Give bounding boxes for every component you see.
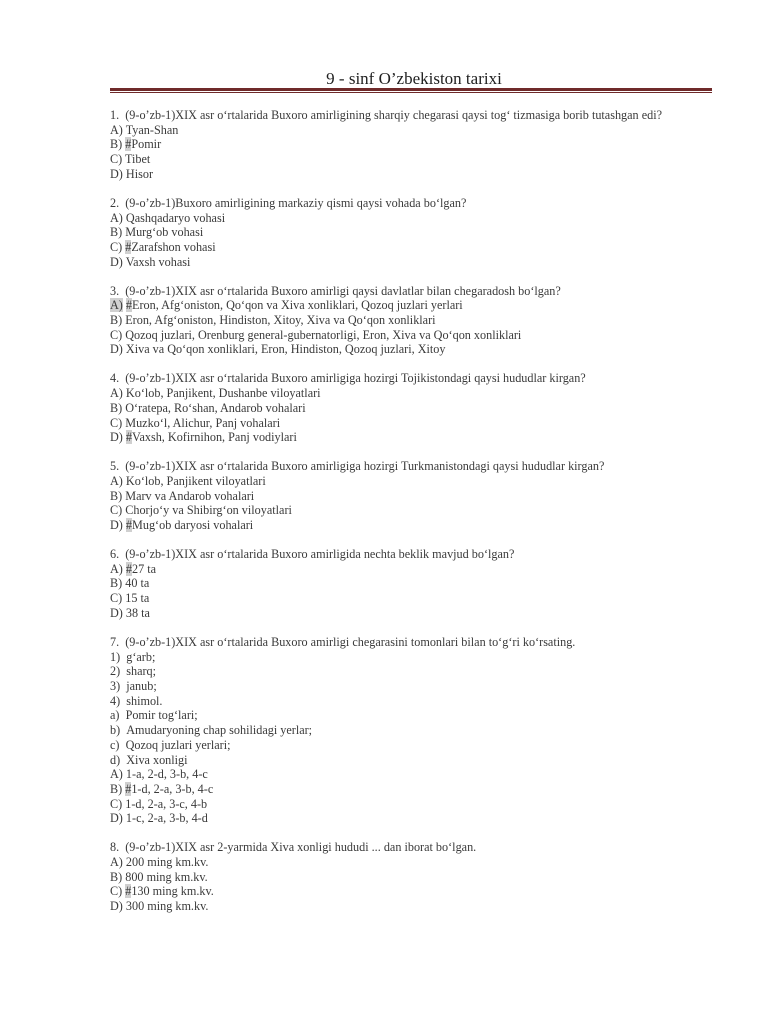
correct-answer-mark: # bbox=[125, 430, 133, 445]
item-label: c) bbox=[110, 737, 120, 752]
title-divider bbox=[110, 88, 712, 95]
answer-option bbox=[110, 255, 710, 270]
option-letter: B) bbox=[110, 313, 123, 328]
question-block bbox=[110, 284, 710, 358]
option-letter: D) bbox=[110, 899, 123, 914]
answer-option bbox=[110, 225, 710, 240]
option-letter: C) bbox=[110, 884, 123, 899]
answer-option bbox=[110, 899, 710, 914]
option-text: 1-d, 2-a, 3-b, 4-c bbox=[131, 781, 214, 796]
question-text bbox=[110, 108, 710, 123]
item-label: d) bbox=[110, 752, 121, 767]
option-text: 200 ming km.kv. bbox=[125, 855, 209, 870]
option-text: 300 ming km.kv. bbox=[125, 899, 209, 914]
item-text: g‘arb; bbox=[126, 649, 156, 664]
option-letter: C) bbox=[110, 503, 123, 518]
option-text: Chorjo‘y va Shibirg‘on viloyatlari bbox=[125, 503, 292, 518]
option-letter: A) bbox=[110, 298, 123, 313]
option-letter: B) bbox=[110, 225, 123, 240]
question-number: 8. bbox=[110, 840, 120, 855]
matching-item bbox=[110, 723, 710, 738]
correct-answer-mark: # bbox=[125, 561, 133, 576]
option-text: Muzko‘l, Alichur, Panj vohalari bbox=[125, 415, 281, 430]
question-prompt: (9-o’zb-1)XIX asr o‘rtalarida Buxoro amirligiga hozirgi Tojikistondagi qaysi hududlar kirgan? bbox=[125, 371, 586, 386]
option-letter: A) bbox=[110, 386, 123, 401]
correct-answer-mark: # bbox=[125, 884, 132, 899]
question-text bbox=[110, 547, 710, 562]
question-prompt: (9-o’zb-1)XIX asr o‘rtalarida Buxoro amirligining sharqiy chegarasi qaysi tog‘ tizmasiga borib tutashgan edi? bbox=[125, 108, 662, 122]
option-text: Zarafshon vohasi bbox=[131, 239, 216, 254]
correct-answer-mark: # bbox=[125, 298, 133, 313]
answer-option bbox=[110, 591, 710, 606]
answer-option bbox=[110, 576, 710, 591]
question-number: 5. bbox=[110, 459, 120, 474]
answer-option bbox=[110, 298, 710, 313]
item-text: sharq; bbox=[126, 664, 157, 679]
question-prompt: (9-o’zb-1)XIX asr 2-yarmida Xiva xonligi hududi ... dan iborat bo‘lgan. bbox=[125, 840, 477, 855]
answer-option bbox=[110, 782, 710, 797]
answer-option bbox=[110, 430, 710, 445]
question-prompt: (9-o’zb-1)XIX asr o‘rtalarida Buxoro amirligida nechta beklik mavjud bo‘lgan? bbox=[125, 547, 515, 562]
option-letter: A) bbox=[110, 855, 123, 870]
option-letter: B) bbox=[110, 869, 123, 884]
question-block bbox=[110, 108, 710, 182]
question-text bbox=[110, 196, 710, 211]
option-text: Tibet bbox=[125, 152, 151, 167]
option-text: Eron, Afg‘oniston, Qo‘qon va Xiva xonliklari, Qozoq juzlari yerlari bbox=[132, 298, 463, 313]
question-number: 6. bbox=[110, 547, 120, 562]
question-number: 4. bbox=[110, 371, 120, 386]
option-text: Qozoq juzlari, Orenburg general-gubernatorligi, Eron, Xiva va Qo‘qon xonliklari bbox=[125, 327, 522, 342]
matching-item bbox=[110, 650, 710, 665]
answer-option bbox=[110, 606, 710, 621]
question-prompt: (9-o’zb-1)XIX asr o‘rtalarida Buxoro amirligi qaysi davlatlar bilan chegaradosh bo‘lgan? bbox=[125, 283, 561, 298]
matching-item bbox=[110, 679, 710, 694]
item-label: 2) bbox=[110, 664, 121, 679]
item-text: janub; bbox=[126, 678, 157, 693]
answer-option bbox=[110, 328, 710, 343]
answer-option bbox=[110, 167, 710, 182]
option-letter: D) bbox=[110, 254, 123, 269]
option-letter: C) bbox=[110, 415, 123, 430]
option-text: 27 ta bbox=[132, 561, 157, 576]
answer-option bbox=[110, 211, 710, 226]
option-letter: D) bbox=[110, 430, 123, 445]
question-prompt: (9-o’zb-1)XIX asr o‘rtalarida Buxoro amirligi chegarasini tomonlari bilan to‘g‘ri ko‘rsating. bbox=[125, 634, 576, 649]
option-letter: A) bbox=[110, 122, 123, 137]
answer-option bbox=[110, 313, 710, 328]
answer-option bbox=[110, 123, 710, 138]
page-title: 9 - sinf O’zbekiston tarixi bbox=[326, 69, 502, 88]
option-text: Murg‘ob vohasi bbox=[125, 225, 204, 240]
option-text: Mug‘ob daryosi vohalari bbox=[132, 518, 254, 533]
option-letter: C) bbox=[110, 591, 123, 606]
option-letter: B) bbox=[110, 781, 123, 796]
question-block bbox=[110, 547, 710, 621]
option-letter: C) bbox=[110, 796, 123, 811]
question-block bbox=[110, 371, 710, 445]
item-label: b) bbox=[110, 723, 121, 738]
answer-option bbox=[110, 503, 710, 518]
item-label: 1) bbox=[110, 649, 121, 664]
option-letter: C) bbox=[110, 239, 123, 254]
option-text: Hisor bbox=[125, 166, 154, 181]
question-number: 1. bbox=[110, 108, 120, 122]
option-text: 1-c, 2-a, 3-b, 4-d bbox=[125, 811, 208, 826]
answer-option bbox=[110, 152, 710, 167]
question-text bbox=[110, 284, 710, 299]
correct-answer-mark: # bbox=[125, 239, 132, 254]
answer-option bbox=[110, 386, 710, 401]
answer-option bbox=[110, 884, 710, 899]
answer-option bbox=[110, 137, 710, 152]
answer-option bbox=[110, 474, 710, 489]
option-text: 1-d, 2-a, 3-c, 4-b bbox=[125, 796, 208, 811]
option-text: Ko‘lob, Panjikent viloyatlari bbox=[125, 473, 266, 488]
question-number: 7. bbox=[110, 634, 120, 649]
option-text: 800 ming km.kv. bbox=[125, 869, 208, 884]
option-text: 1-a, 2-d, 3-b, 4-c bbox=[125, 767, 208, 782]
item-text: Pomir tog‘lari; bbox=[125, 708, 198, 723]
question-block bbox=[110, 840, 710, 914]
matching-item bbox=[110, 664, 710, 679]
answer-option bbox=[110, 416, 710, 431]
answer-option bbox=[110, 562, 710, 577]
option-text: Pomir bbox=[131, 137, 162, 152]
question-block bbox=[110, 635, 710, 826]
answer-option bbox=[110, 342, 710, 357]
option-text: 15 ta bbox=[125, 591, 150, 606]
question-text bbox=[110, 459, 710, 474]
item-text: Qozoq juzlari yerlari; bbox=[125, 737, 231, 752]
answer-option bbox=[110, 797, 710, 812]
option-letter: A) bbox=[110, 473, 123, 488]
option-text: Xiva va Qo‘qon xonliklari, Eron, Hindiston, Qozoq juzlari, Xitoy bbox=[125, 342, 446, 357]
question-prompt: (9-o’zb-1)Buxoro amirligining markaziy qismi qaysi vohada bo‘lgan? bbox=[125, 195, 467, 210]
option-text: Qashqadaryo vohasi bbox=[125, 210, 226, 225]
question-block bbox=[110, 459, 710, 533]
item-text: Amudaryoning chap sohilidagi yerlar; bbox=[126, 723, 313, 738]
question-text bbox=[110, 635, 710, 650]
question-text bbox=[110, 371, 710, 386]
item-label: 4) bbox=[110, 693, 121, 708]
option-text: 38 ta bbox=[125, 605, 150, 620]
option-letter: D) bbox=[110, 342, 123, 357]
question-block bbox=[110, 196, 710, 270]
question-text bbox=[110, 840, 710, 855]
answer-option bbox=[110, 811, 710, 826]
answer-option bbox=[110, 767, 710, 782]
item-text: Xiva xonligi bbox=[126, 752, 188, 767]
matching-item bbox=[110, 694, 710, 709]
matching-item bbox=[110, 708, 710, 723]
option-letter: C) bbox=[110, 152, 123, 167]
option-text: Eron, Afg‘oniston, Hindiston, Xitoy, Xiva va Qo‘qon xonliklari bbox=[125, 313, 436, 328]
answer-option bbox=[110, 401, 710, 416]
option-letter: D) bbox=[110, 811, 123, 826]
option-text: Ko‘lob, Panjikent, Dushanbe viloyatlari bbox=[125, 386, 321, 401]
option-letter: D) bbox=[110, 605, 123, 620]
correct-answer-mark: # bbox=[125, 137, 132, 152]
option-text: O‘ratepa, Ro‘shan, Andarob vohalari bbox=[125, 400, 306, 415]
matching-item bbox=[110, 738, 710, 753]
option-text: 130 ming km.kv. bbox=[131, 884, 214, 899]
option-letter: B) bbox=[110, 137, 123, 152]
answer-option bbox=[110, 489, 710, 504]
question-number: 2. bbox=[110, 195, 120, 210]
answer-option bbox=[110, 855, 710, 870]
option-letter: A) bbox=[110, 210, 123, 225]
option-letter: A) bbox=[110, 561, 123, 576]
option-letter: B) bbox=[110, 400, 123, 415]
option-text: Vaxsh, Kofirnihon, Panj vodiylari bbox=[132, 430, 297, 445]
question-list bbox=[110, 108, 710, 928]
option-text: Marv va Andarob vohalari bbox=[125, 488, 255, 503]
option-letter: C) bbox=[110, 327, 123, 342]
option-letter: B) bbox=[110, 488, 123, 503]
answer-option bbox=[110, 240, 710, 255]
correct-answer-mark: # bbox=[125, 518, 133, 533]
answer-option bbox=[110, 870, 710, 885]
option-text: Vaxsh vohasi bbox=[125, 254, 191, 269]
question-prompt: (9-o’zb-1)XIX asr o‘rtalarida Buxoro amirligiga hozirgi Turkmanistondagi qaysi hududlar kirgan? bbox=[125, 459, 605, 474]
matching-item bbox=[110, 753, 710, 768]
option-letter: D) bbox=[110, 166, 123, 181]
option-letter: D) bbox=[110, 518, 123, 533]
option-text: Tyan-Shan bbox=[125, 122, 179, 137]
item-label: a) bbox=[110, 708, 120, 723]
option-letter: B) bbox=[110, 576, 123, 591]
question-number: 3. bbox=[110, 283, 120, 298]
item-label: 3) bbox=[110, 678, 121, 693]
option-letter: A) bbox=[110, 767, 123, 782]
correct-answer-mark: # bbox=[125, 781, 132, 796]
option-text: 40 ta bbox=[125, 576, 150, 591]
item-text: shimol. bbox=[126, 693, 163, 708]
answer-option bbox=[110, 518, 710, 533]
